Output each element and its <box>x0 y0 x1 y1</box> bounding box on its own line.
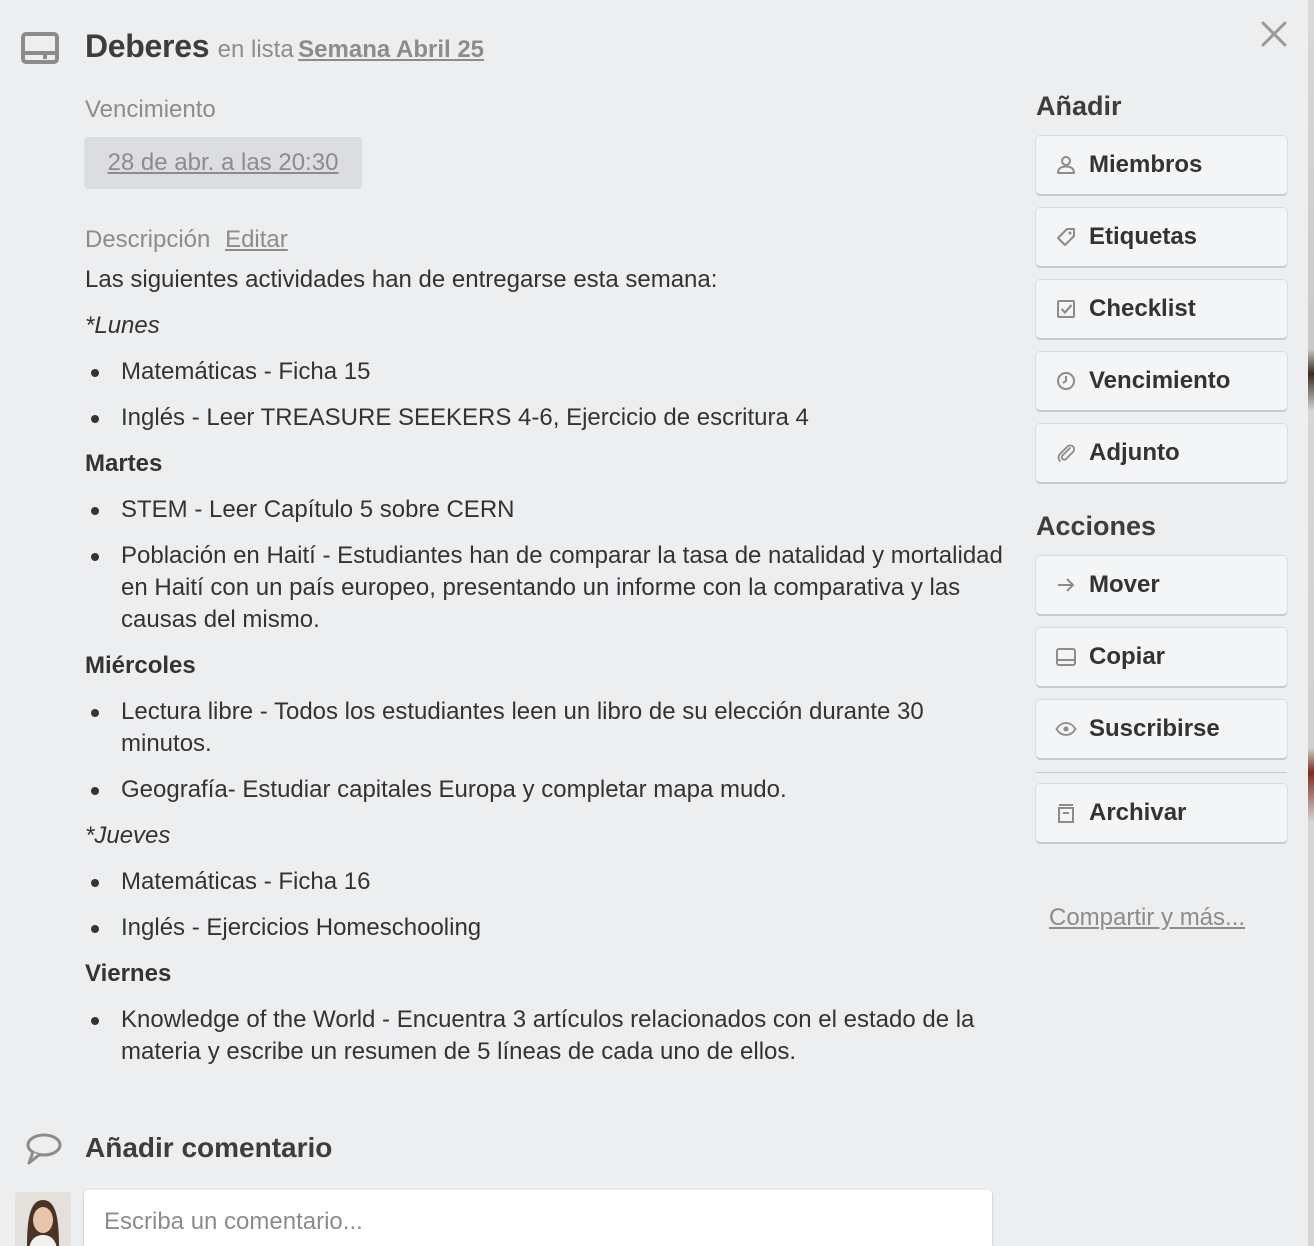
list-item: Matemáticas - Ficha 16 <box>85 866 1010 898</box>
share-more-link[interactable]: Compartir y más... <box>1049 904 1246 931</box>
card-icon <box>1055 646 1077 668</box>
members-button[interactable] <box>1036 136 1287 194</box>
speech-bubble-icon <box>24 1132 62 1166</box>
comment-input[interactable]: Escriba un comentario... <box>84 1190 992 1246</box>
description-body[interactable] <box>85 264 1010 1082</box>
button-label: Checklist <box>1089 295 1196 322</box>
button-label: Miembros <box>1089 151 1203 178</box>
day-heading: Viernes <box>85 960 172 987</box>
day-heading: Miércoles <box>85 652 196 679</box>
move-button[interactable] <box>1036 556 1287 614</box>
edit-description-link[interactable]: Editar <box>225 226 288 253</box>
task-list <box>85 494 1010 636</box>
archive-icon <box>1055 802 1077 824</box>
list-item: Matemáticas - Ficha 15 <box>85 356 1010 388</box>
list-item: Knowledge of the World - Encuentra 3 artículos relacionados con el estado de la materia y escribe un resumen de 5 líneas de cada uno de ellos. <box>85 1004 1010 1068</box>
description-label: Descripción <box>85 226 211 253</box>
card-icon <box>21 32 59 64</box>
paperclip-icon <box>1055 442 1077 464</box>
card-title[interactable]: Deberes <box>85 28 210 64</box>
day-heading: *Jueves <box>85 822 171 849</box>
archive-button[interactable] <box>1036 784 1287 842</box>
list-item: Población en Haití - Estudiantes han de comparar la tasa de natalidad y mortalidad en Haití con un país europeo, presentando un informe con la comparativa y las causas del mismo. <box>85 540 1010 636</box>
add-heading: Añadir <box>1036 91 1122 121</box>
checklist-button[interactable] <box>1036 280 1287 338</box>
avatar-image <box>15 1192 71 1246</box>
list-item: Inglés - Leer TREASURE SEEKERS 4-6, Ejercicio de escritura 4 <box>85 402 1010 434</box>
subscribe-button[interactable] <box>1036 700 1287 758</box>
task-list <box>85 866 1010 944</box>
button-label: Mover <box>1089 571 1160 598</box>
day-heading: *Lunes <box>85 312 160 339</box>
list-item: Lectura libre - Todos los estudiantes leen un libro de su elección durante 30 minutos. <box>85 696 1010 760</box>
task-list <box>85 1004 1010 1068</box>
avatar[interactable] <box>15 1192 71 1246</box>
button-label: Archivar <box>1089 799 1187 826</box>
clock-icon <box>1055 370 1077 392</box>
checkbox-icon <box>1055 298 1077 320</box>
button-label: Suscribirse <box>1089 715 1220 742</box>
tag-icon <box>1055 226 1077 248</box>
button-label: Adjunto <box>1089 439 1180 466</box>
divider <box>1036 772 1287 773</box>
in-list-text: en lista <box>217 36 294 63</box>
close-icon[interactable] <box>1258 18 1290 50</box>
card-sidebar <box>1036 88 1288 856</box>
list-item: STEM - Leer Capítulo 5 sobre CERN <box>85 494 1010 526</box>
copy-button[interactable] <box>1036 628 1287 686</box>
button-label: Vencimiento <box>1089 367 1231 394</box>
attachment-button[interactable] <box>1036 424 1287 482</box>
button-label: Etiquetas <box>1089 223 1198 250</box>
day-heading: Martes <box>85 450 163 477</box>
arrow-right-icon <box>1055 574 1077 596</box>
list-link[interactable]: Semana Abril 25 <box>298 36 485 63</box>
description-intro: Las siguientes actividades han de entregarse esta semana: <box>85 266 718 293</box>
task-list <box>85 696 1010 806</box>
list-item: Geografía- Estudiar capitales Europa y completar mapa mudo. <box>85 774 1010 806</box>
add-comment-heading: Añadir comentario <box>85 1132 333 1163</box>
list-item: Inglés - Ejercicios Homeschooling <box>85 912 1010 944</box>
background-edge <box>1308 0 1314 1246</box>
description-header <box>85 226 288 254</box>
due-date-button[interactable] <box>1036 352 1287 410</box>
actions-heading: Acciones <box>1036 511 1157 541</box>
person-icon <box>1055 154 1077 176</box>
due-date-label: Vencimiento <box>85 96 216 123</box>
button-label: Copiar <box>1089 643 1166 670</box>
card-header <box>85 28 484 65</box>
labels-button[interactable] <box>1036 208 1287 266</box>
task-list <box>85 356 1010 434</box>
due-date-badge[interactable]: 28 de abr. a las 20:30 <box>84 137 362 189</box>
eye-icon <box>1055 718 1077 740</box>
